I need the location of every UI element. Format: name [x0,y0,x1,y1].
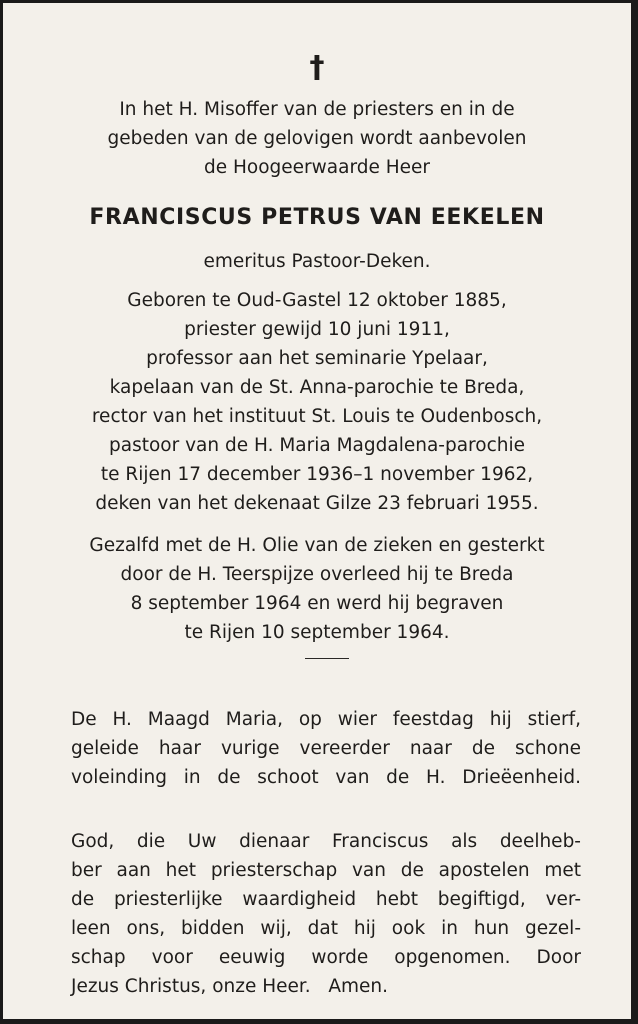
memorial-card [3,3,631,1019]
death-line: 8 september 1964 en werd hij begraven [130,593,504,614]
maria-line: voleinding in de schoot van de H. Drieëenheid. [71,767,581,788]
prayer-line: ber aan het priesterschap van de apostelen met [71,860,581,881]
bio-line: professor aan het seminarie Ypelaar, [146,348,488,369]
divider [305,658,349,659]
prayer-paragraph [71,827,581,1001]
bio-line: te Rijen 17 december 1936–1 november 1962, [100,464,534,485]
death-line: door de H. Teerspijze overleed hij te Breda [120,564,514,585]
maria-paragraph [71,705,581,792]
bio-line: Geboren te Oud-Gastel 12 oktober 1885, [127,290,507,311]
intro-text [43,95,591,182]
prayer-line: leen ons, bidden wij, dat hij ook in hun gezel- [71,918,581,939]
bio-line: priester gewijd 10 juni 1911, [184,319,450,340]
deceased-title [43,247,591,276]
maria-line: De H. Maagd Maria, op wier feestdag hij stierf, [71,709,581,730]
deceased-name: FRANCISCUS PETRUS VAN EEKELEN [89,205,545,230]
bio-line: deken van het dekenaat Gilze 23 februari 1955. [95,493,539,514]
intro-line: de Hoogeerwaarde Heer [203,157,431,178]
bio-line: pastoor van de H. Maria Magdalena-parochie [109,435,525,456]
cross-icon: † [309,50,325,85]
death-line: Gezalfd met de H. Olie van de zieken en gesterkt [89,535,545,556]
intro-line: gebeden van de gelovigen wordt aanbevolen [107,128,527,149]
bio-line: kapelaan van de St. Anna-parochie te Breda, [109,377,525,398]
biography [43,286,591,518]
death-notice [43,531,591,647]
prayer-line: schap voor eeuwig worde opgenomen. Door [71,947,581,968]
death-line: te Rijen 10 september 1964. [184,622,450,643]
intro-line: In het H. Misoffer van de priesters en in de [119,99,515,120]
bio-line: rector van het instituut St. Louis te Oudenbosch, [91,406,543,427]
prayer-line: de priesterlijke waardigheid hebt begiftigd, ver- [71,889,581,910]
maria-line: geleide haar vurige vereerder naar de schone [71,738,581,759]
title-line: emeritus Pastoor-Deken. [203,251,431,272]
prayer-line: God, die Uw dienaar Franciscus als deelheb- [71,831,581,852]
prayer-line: Jezus Christus, onze Heer. Amen. [71,976,388,997]
